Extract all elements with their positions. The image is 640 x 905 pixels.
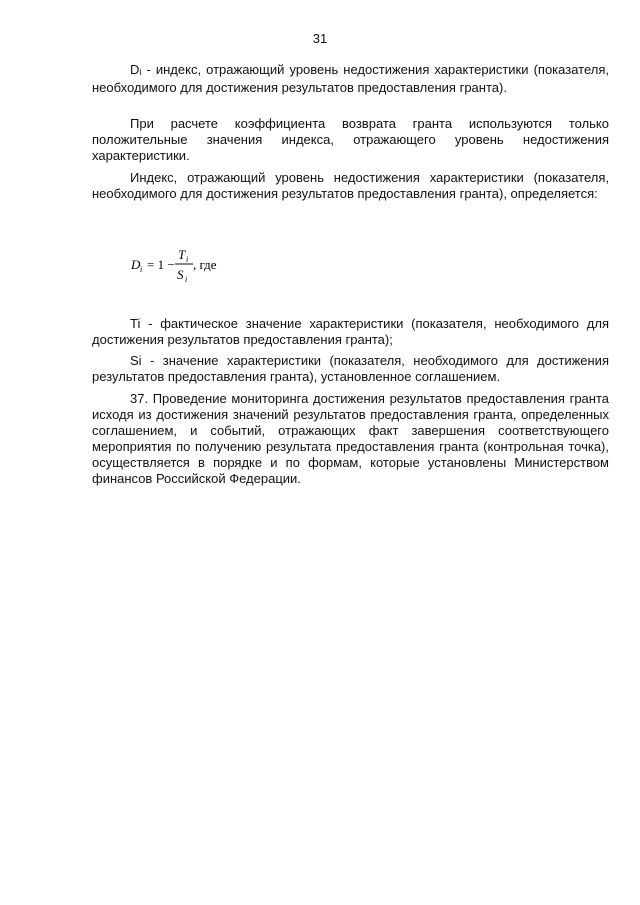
paragraph-text — [92, 62, 609, 96]
variable-d: D — [130, 62, 140, 77]
paragraph-di-definition — [92, 62, 609, 96]
paragraph-text: Si - значение характеристики (показателя, необходимого для достижения результатов предоставления гранта), установленное соглашением. — [92, 353, 609, 384]
paragraph-text: Индекс, отражающий уровень недостижения характеристики (показателя, необходимого для достижения результатов предоставления гранта), определяется: — [92, 170, 609, 201]
formula-tail: , где — [193, 257, 217, 272]
paragraph-ti-definition — [92, 316, 609, 348]
formula-lhs-sub: i — [140, 265, 143, 274]
page-number: 31 — [312, 31, 328, 46]
formula-di — [131, 246, 261, 286]
paragraph-positive-values — [92, 116, 609, 164]
paragraph-37-monitoring — [92, 391, 609, 487]
formula-numerator: T — [178, 247, 186, 262]
formula-lhs: D — [131, 257, 141, 272]
paragraph-text: При расчете коэффициента возврата гранта используются только положительные значения индекса, отражающего уровень недостижения характеристики. — [92, 116, 609, 163]
paragraph-si-definition — [92, 353, 609, 385]
formula-numerator-sub: i — [186, 255, 189, 264]
paragraph-text: Ti - фактическое значение характеристики (показателя, необходимого для достижения результатов предоставления гранта); — [92, 316, 609, 347]
formula-svg — [131, 246, 261, 286]
formula-denominator: S — [177, 267, 184, 282]
definition-text: - индекс, отражающий уровень недостижения характеристики (показателя, необходимого для достижения результатов предоставления гранта). — [92, 62, 609, 95]
paragraph-index-defined — [92, 170, 609, 202]
variable-d-subscript: i — [139, 67, 142, 77]
formula-denominator-sub: i — [185, 275, 188, 284]
paragraph-text: 37. Проведение мониторинга достижения результатов предоставления гранта исходя из достижения значений результатов предоставления гранта, определенных соглашением, и событий, отражающих факт завершения соответствующего мероприятия по получению результата предоставления гранта (контрольная точка), осуществляется в порядке и по формам, которые установлены Министерством финансов Российской Федерации. — [92, 391, 609, 486]
formula-equals-one-minus: = 1 − — [147, 257, 175, 272]
